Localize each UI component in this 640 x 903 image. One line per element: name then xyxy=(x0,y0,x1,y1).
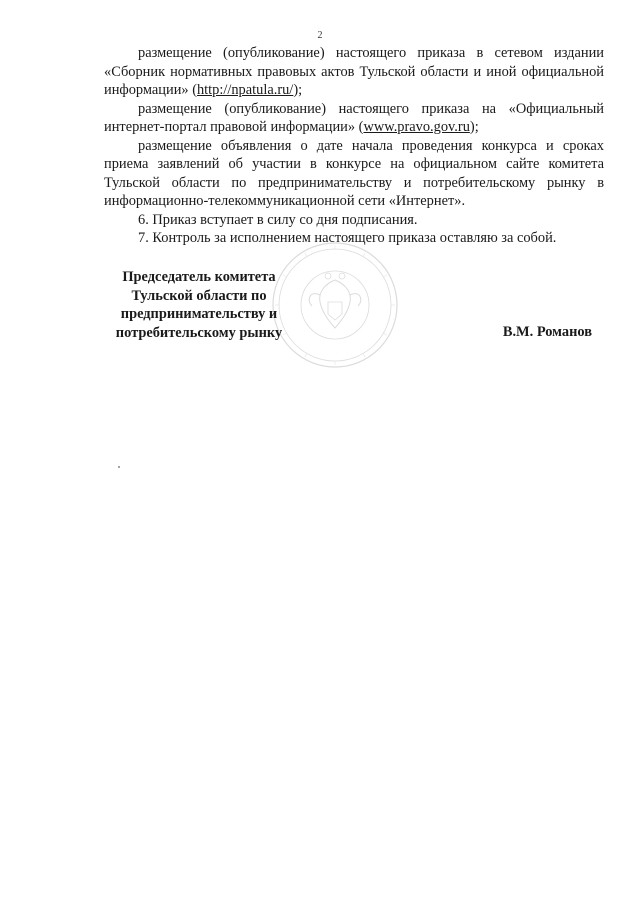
scan-speck xyxy=(118,466,120,468)
paragraph-text: размещение (опубликование) настоящего приказа на «Официальный интернет-портал правовой информации» ( xyxy=(104,100,604,135)
signer-title-line: Тульской области по xyxy=(131,287,267,304)
paragraph-item-7: 7. Контроль за исполнением настоящего приказа оставляю за собой. xyxy=(138,230,557,246)
document-body xyxy=(104,44,604,248)
paragraph-item-6: 6. Приказ вступает в силу со дня подписания. xyxy=(138,211,418,228)
page-number: 2 xyxy=(317,30,323,41)
paragraph-text: ); xyxy=(293,82,303,98)
paragraph-publication-npatula xyxy=(104,44,604,100)
link-pravo[interactable]: www.pravo.gov.ru xyxy=(363,119,470,135)
paragraph-publication-pravo xyxy=(104,100,604,137)
signer-title-line: Председатель комитета xyxy=(122,269,276,285)
link-npatula[interactable]: http://npatula.ru/ xyxy=(196,82,294,98)
signer-name: В.М. Романов xyxy=(502,324,592,340)
signer-title-line: предпринимательству и xyxy=(120,306,278,322)
signer-title xyxy=(104,268,294,342)
paragraph-announcement: размещение объявления о дате начала проведения конкурса и сроках приема заявлений об участии в конкурсе на официальном сайте комитета Тульской области по предпринимательству и потребительскому рынку в информационно-телекоммуникационной сети «Интернет». xyxy=(104,137,604,209)
signature-block xyxy=(104,268,604,348)
signer-title-line: потребительскому рынку xyxy=(115,324,283,341)
paragraph-text: размещение (опубликование) настоящего приказа в сетевом издании «Сборник нормативных правовых актов Тульской области и иной официальной информации» ( xyxy=(104,45,604,98)
paragraph-text: ); xyxy=(469,119,479,135)
